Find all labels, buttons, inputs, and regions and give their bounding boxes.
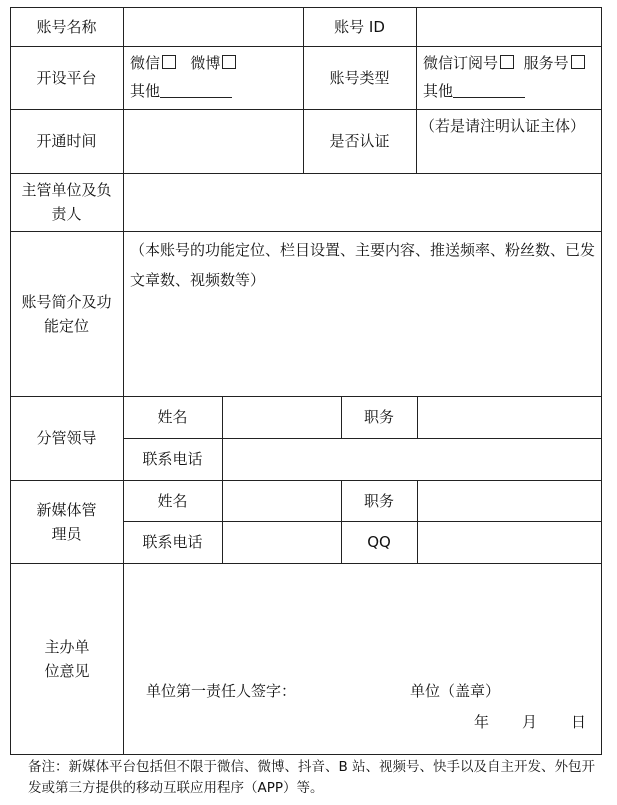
leader-phone-label: 联系电话 xyxy=(142,450,203,468)
manager-label: 新媒体管理员 xyxy=(36,500,97,543)
platform-options-line1 xyxy=(130,51,236,75)
account-id-label: 账号 ID xyxy=(334,17,385,36)
border-right xyxy=(601,7,602,755)
type-other-blank[interactable] xyxy=(453,83,525,98)
footnote: 备注：新媒体平台包括但不限于微信、微博、抖音、B 站、视频号、快手以及自主开发、外包开发或第三方提供的移动互联应用程序（APP）等。 xyxy=(28,759,596,796)
manager-phone-field[interactable] xyxy=(223,522,341,563)
type-service-label: 服务号 xyxy=(523,54,569,72)
intro-label: 账号简介及功能定位 xyxy=(21,292,112,335)
opinion-label: 主办单位意见 xyxy=(44,638,90,680)
type-subscription-checkbox[interactable] xyxy=(500,55,514,69)
year-label: 年 xyxy=(474,713,490,731)
seal-label: 单位（盖章） xyxy=(410,682,501,700)
platform-weibo-label: 微博 xyxy=(190,54,221,72)
account-name-field[interactable] xyxy=(124,8,302,46)
platform-label: 开设平台 xyxy=(36,68,97,87)
platform-weibo-checkbox[interactable] xyxy=(222,55,236,69)
month-label: 月 xyxy=(522,713,538,731)
type-subscription-label: 微信订阅号 xyxy=(423,54,499,72)
leader-label: 分管领导 xyxy=(36,429,97,447)
day-label: 日 xyxy=(571,713,587,731)
registration-form-table xyxy=(10,7,602,755)
account-name-label: 账号名称 xyxy=(36,17,97,36)
manager-position-field[interactable] xyxy=(418,481,601,521)
account-id-field[interactable] xyxy=(417,8,601,46)
manager-phone-label: 联系电话 xyxy=(142,533,203,551)
leader-name-field[interactable] xyxy=(223,397,341,438)
platform-wechat-checkbox[interactable] xyxy=(162,55,176,69)
leader-position-field[interactable] xyxy=(418,397,601,438)
manager-qq-field[interactable] xyxy=(418,522,601,563)
leader-position-label: 职务 xyxy=(363,408,394,426)
manager-name-label: 姓名 xyxy=(157,491,188,510)
supervisor-unit-field[interactable] xyxy=(124,174,601,231)
type-service-checkbox[interactable] xyxy=(571,55,585,69)
account-type-label: 账号类型 xyxy=(329,68,390,87)
platform-wechat-label: 微信 xyxy=(130,54,161,72)
manager-position-label: 职务 xyxy=(363,491,394,510)
manager-name-field[interactable] xyxy=(223,481,341,521)
open-time-label: 开通时间 xyxy=(36,132,97,150)
supervisor-unit-label: 主管单位及负责人 xyxy=(21,181,112,223)
certified-label: 是否认证 xyxy=(329,132,390,150)
opinion-field[interactable] xyxy=(124,564,601,684)
manager-qq-label: QQ xyxy=(367,533,391,551)
type-other-label: 其他 xyxy=(423,82,454,100)
certified-hint: （若是请注明认证主体） xyxy=(420,117,586,135)
intro-hint: （本账号的功能定位、栏目设置、主要内容、推送频率、粉丝数、已发文章数、视频数等） xyxy=(130,241,596,289)
leader-name-label: 姓名 xyxy=(157,408,188,426)
platform-other-blank[interactable] xyxy=(160,83,232,98)
account-type-options-line1 xyxy=(423,51,585,75)
leader-phone-field[interactable] xyxy=(223,439,601,480)
platform-other-label: 其他 xyxy=(130,82,161,100)
account-type-options-line2 xyxy=(423,79,525,103)
signature-label: 单位第一责任人签字： xyxy=(146,682,297,700)
border-bottom xyxy=(10,754,602,755)
platform-options-line2 xyxy=(130,79,232,103)
open-time-field[interactable] xyxy=(124,110,302,173)
